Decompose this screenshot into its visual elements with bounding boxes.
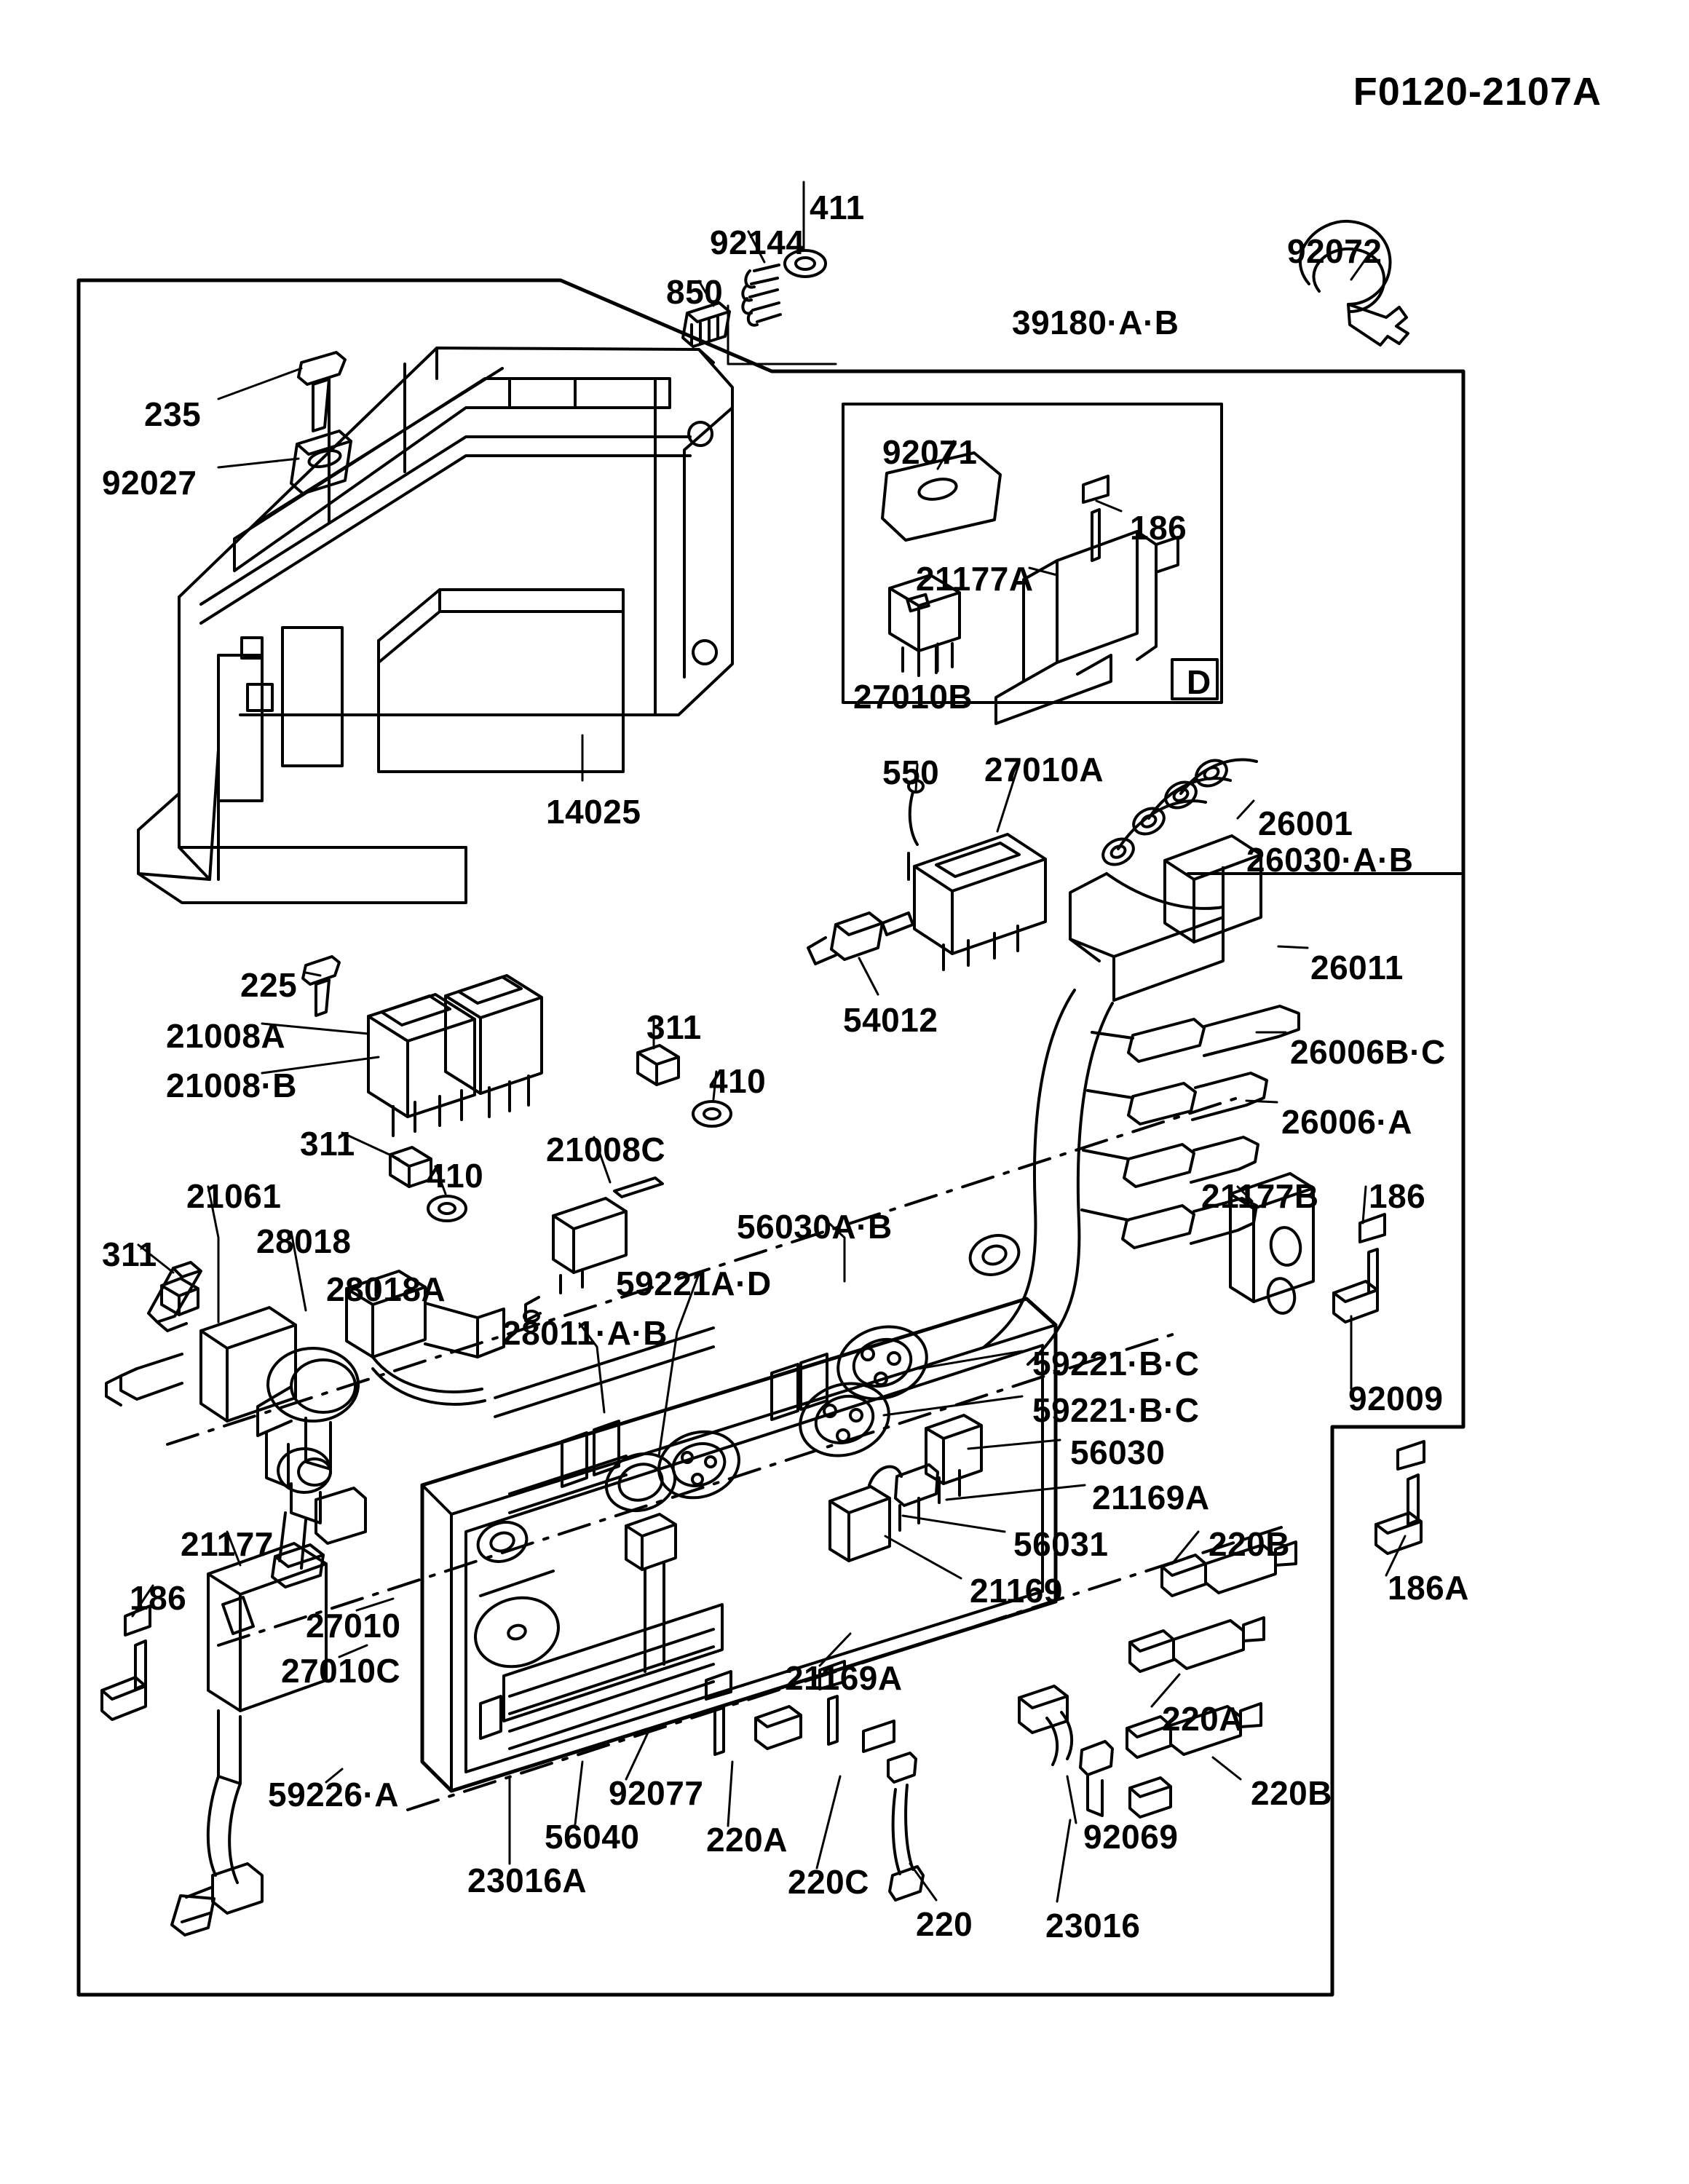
part-label-21177A: 21177A — [916, 560, 1034, 598]
part-label-311-upper: 311 — [646, 1008, 702, 1046]
part-label-21008A: 21008A — [166, 1017, 286, 1055]
part-label-56030AB: 56030A·B — [737, 1208, 893, 1246]
part-label-92077: 92077 — [609, 1774, 704, 1812]
part-label-186-detail: 186 — [1130, 509, 1187, 547]
part-label-186A: 186A — [1388, 1569, 1469, 1607]
part-label-59226A: 59226·A — [268, 1776, 399, 1813]
part-label-26001: 26001 — [1258, 804, 1353, 842]
part-label-410-upper: 410 — [709, 1062, 767, 1100]
part-label-59221AD: 59221A·D — [616, 1265, 772, 1302]
part-label-311-left: 311 — [102, 1235, 157, 1273]
part-label-26006A: 26006·A — [1281, 1103, 1412, 1141]
part-label-27010: 27010 — [306, 1607, 401, 1645]
part-label-56031: 56031 — [1013, 1525, 1109, 1563]
part-label-410-mid: 410 — [427, 1157, 484, 1195]
part-label-28018A: 28018A — [326, 1270, 446, 1308]
part-label-220A-2: 220A — [706, 1821, 788, 1859]
part-label-21061: 21061 — [186, 1177, 282, 1215]
part-label-550: 550 — [882, 753, 940, 791]
part-label-56030: 56030 — [1070, 1433, 1166, 1471]
part-label-28018: 28018 — [256, 1222, 352, 1260]
part-label-92144: 92144 — [710, 223, 805, 261]
part-label-311-mid: 311 — [300, 1125, 355, 1163]
part-label-27010C: 27010C — [281, 1652, 401, 1690]
part-label-14025: 14025 — [546, 793, 641, 831]
part-label-220: 220 — [916, 1905, 973, 1943]
part-label-26011: 26011 — [1310, 949, 1404, 986]
part-label-26006BC: 26006B·C — [1290, 1033, 1446, 1071]
part-label-21169A-1: 21169A — [1092, 1479, 1210, 1516]
part-label-225: 225 — [240, 966, 298, 1004]
part-label-28011AB: 28011·A·B — [502, 1314, 668, 1352]
part-label-21177: 21177 — [181, 1525, 274, 1563]
part-label-54012: 54012 — [843, 1001, 938, 1039]
part-label-411: 411 — [810, 189, 865, 226]
document-code: F0120-2107A — [1353, 70, 1602, 114]
part-label-56040: 56040 — [545, 1818, 640, 1856]
part-label-59221BC-1: 59221·B·C — [1032, 1345, 1200, 1382]
part-label-23016: 23016 — [1045, 1907, 1141, 1944]
part-label-220C: 220C — [788, 1863, 869, 1901]
part-label-92027: 92027 — [102, 464, 197, 502]
part-label-235: 235 — [144, 395, 202, 433]
part-label-220A-1: 220A — [1162, 1700, 1243, 1738]
part-label-850: 850 — [666, 273, 724, 311]
part-label-21169: 21169 — [970, 1572, 1063, 1610]
part-label-21008C: 21008C — [546, 1131, 666, 1168]
part-label-92072: 92072 — [1287, 232, 1383, 270]
part-label-186-lower-left: 186 — [130, 1579, 187, 1617]
detail-callout-d: D — [1187, 663, 1211, 701]
part-label-21008B: 21008·B — [166, 1067, 297, 1104]
part-label-220B-2: 220B — [1251, 1774, 1332, 1812]
part-label-186-right: 186 — [1369, 1177, 1426, 1215]
part-label-39180: 39180·A·B — [1012, 304, 1179, 341]
part-label-92071: 92071 — [882, 433, 978, 471]
part-label-21177B: 21177B — [1201, 1177, 1319, 1215]
part-label-23016A: 23016A — [467, 1861, 588, 1899]
part-label-21169A-2: 21169A — [785, 1659, 903, 1697]
part-label-92009: 92009 — [1348, 1380, 1444, 1417]
part-label-59221BC-2: 59221·B·C — [1032, 1391, 1200, 1429]
part-label-92069: 92069 — [1083, 1818, 1179, 1856]
part-label-27010A: 27010A — [984, 751, 1104, 788]
part-label-27010B: 27010B — [853, 678, 973, 716]
part-label-220B-1: 220B — [1209, 1525, 1290, 1563]
part-label-26030: 26030·A·B — [1246, 841, 1414, 879]
